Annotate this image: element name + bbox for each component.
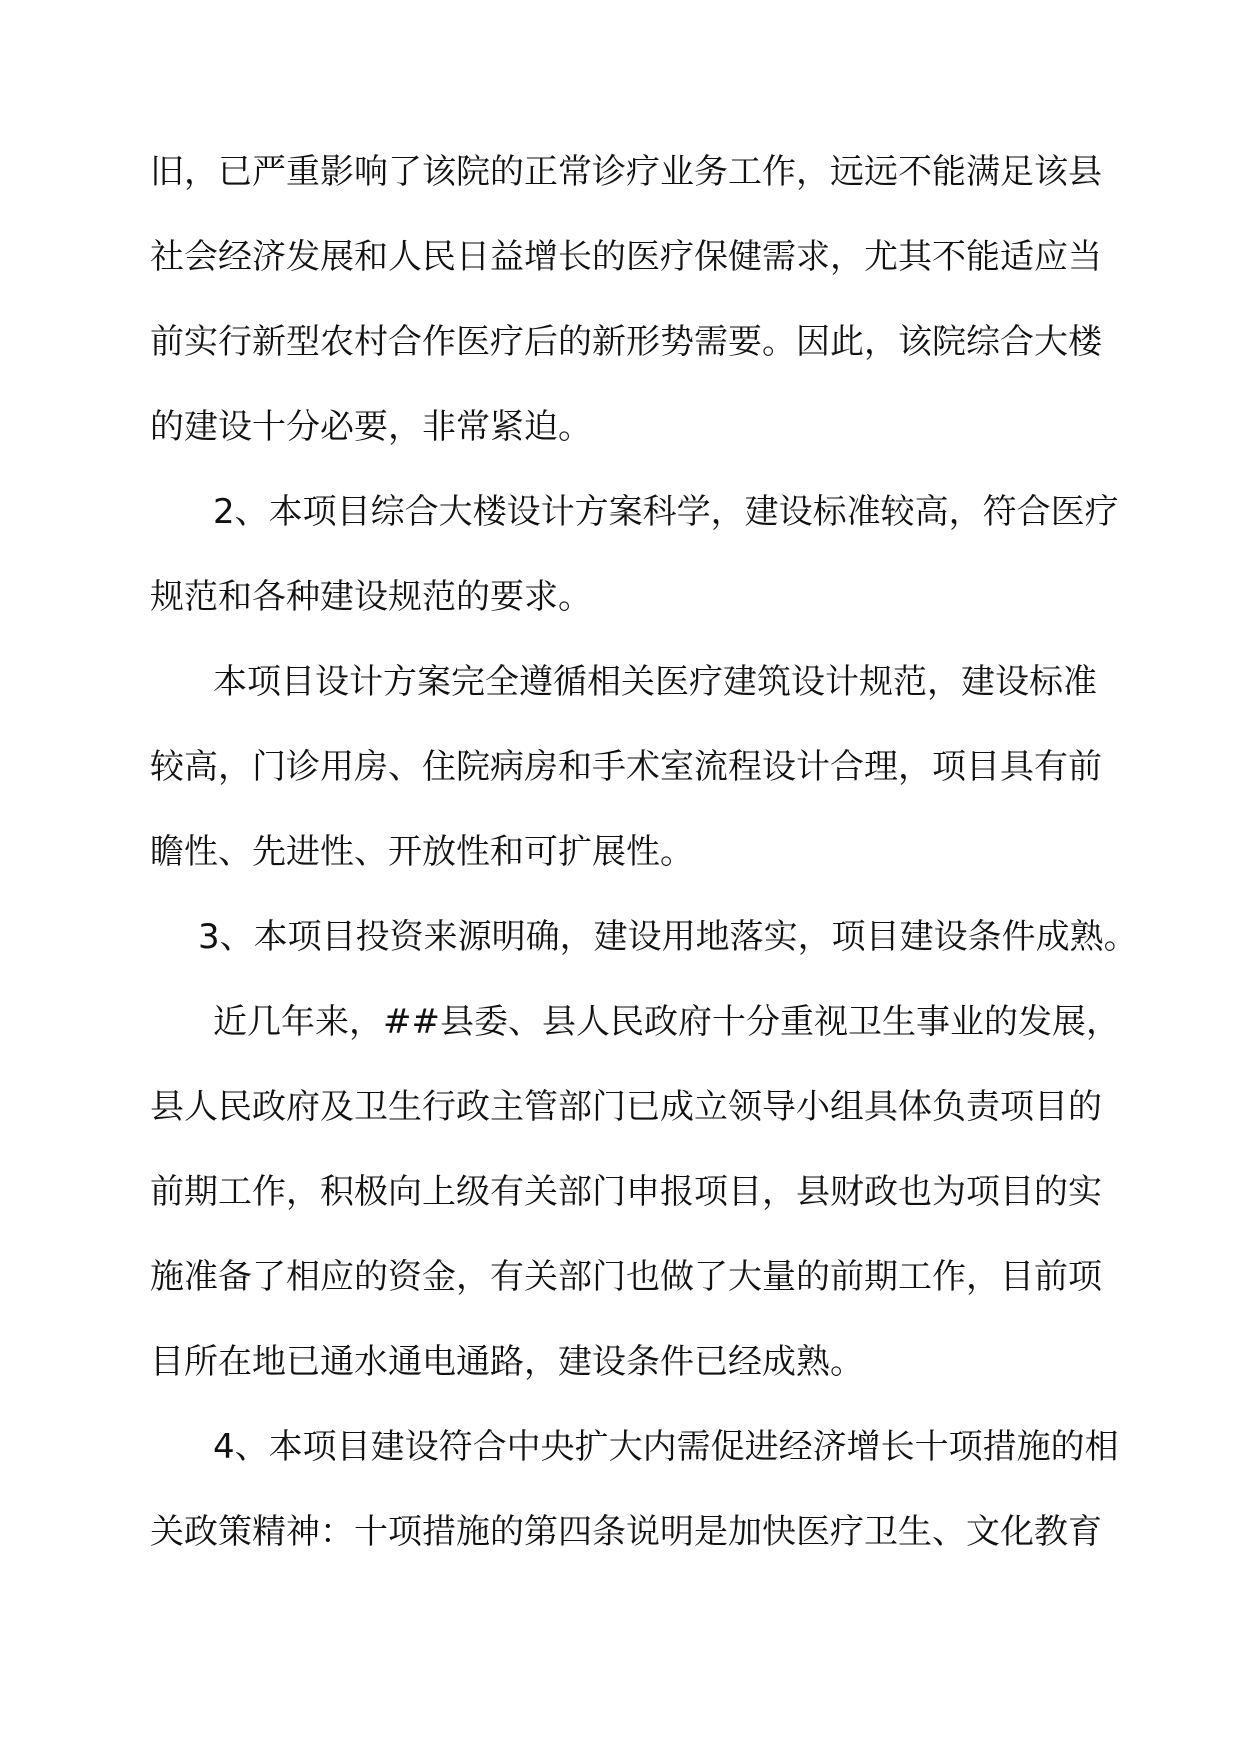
text-line: 瞻性、先进性、开放性和可扩展性。 <box>150 832 694 872</box>
text-line: 近几年来，##县委、县人民政府十分重视卫生事业的发展， <box>213 1002 1120 1042</box>
text-line: 前期工作，积极向上级有关部门申报项目，县财政也为项目的实 <box>150 1172 1102 1212</box>
text-line: 关政策精神：十项措施的第四条说明是加快医疗卫生、文化教育 <box>150 1512 1102 1552</box>
text-line: 前实行新型农村合作医疗后的新形势需要。因此，该院综合大楼 <box>150 322 1102 362</box>
text-line: 县人民政府及卫生行政主管部门已成立领导小组具体负责项目的 <box>150 1087 1102 1127</box>
text-line: 施准备了相应的资金，有关部门也做了大量的前期工作，目前项 <box>150 1257 1102 1297</box>
text-line: 规范和各种建设规范的要求。 <box>150 577 592 617</box>
text-line: 本项目设计方案完全遵循相关医疗建筑设计规范，建设标准 <box>213 662 1097 702</box>
text-line: 的建设十分必要，非常紧迫。 <box>150 407 592 447</box>
text-line: 社会经济发展和人民日益增长的医疗保健需求，尤其不能适应当 <box>150 237 1102 277</box>
text-line: 目所在地已通水通电通路，建设条件已经成熟。 <box>150 1342 864 1382</box>
text-line: 较高，门诊用房、住院病房和手术室流程设计合理，项目具有前 <box>150 747 1102 787</box>
text-line: 旧，已严重影响了该院的正常诊疗业务工作，远远不能满足该县 <box>150 152 1102 192</box>
text-line: 2、本项目综合大楼设计方案科学，建设标准较高，符合医疗 <box>213 492 1119 532</box>
text-line: 3、本项目投资来源明确，建设用地落实，项目建设条件成熟。 <box>198 917 1138 957</box>
text-line: 4、本项目建设符合中央扩大内需促进经济增长十项措施的相 <box>213 1427 1119 1467</box>
